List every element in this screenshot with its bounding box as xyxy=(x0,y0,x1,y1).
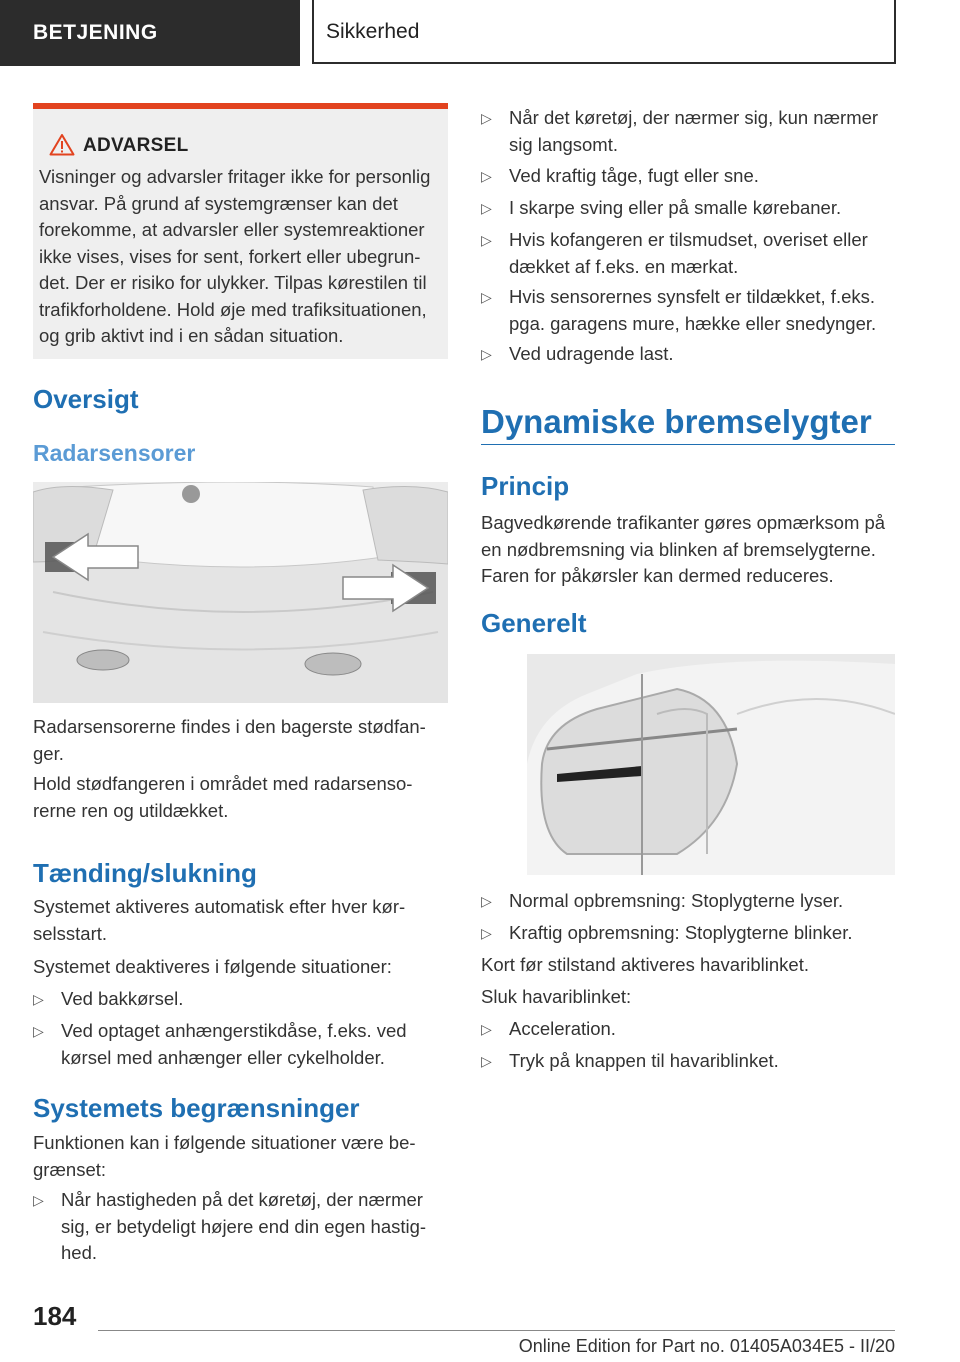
paragraph-radar-location: Radarsensorerne findes i den bagerste stødfan-ger. xyxy=(33,716,426,764)
warning-box xyxy=(33,103,448,359)
list-item-text: Ved optaget anhængerstikdåse, f.eks. ved kørsel med anhænger eller cykelholder. xyxy=(61,1020,407,1068)
triangle-bullet-icon: ▷ xyxy=(481,168,492,184)
list-item-text: Ved udragende last. xyxy=(509,343,674,364)
list-item-text: Når hastigheden på det køretøj, der nærmer sig, er betydeligt højere end din egen hastig-hed. xyxy=(61,1189,427,1263)
triangle-bullet-icon: ▷ xyxy=(481,346,492,362)
heading-princip: Princip xyxy=(481,471,570,501)
list-item-text: Tryk på knappen til havariblinket. xyxy=(509,1050,779,1071)
list-item xyxy=(481,920,895,947)
list-item xyxy=(33,1187,448,1267)
list-item-text: Acceleration. xyxy=(509,1018,616,1039)
paragraph-deactivation: Systemet deaktiveres i følgende situationer: xyxy=(33,956,392,977)
list-item xyxy=(481,163,895,190)
paragraph-limitations: Funktionen kan i følgende situationer være be-grænset: xyxy=(33,1132,416,1180)
list-item xyxy=(481,105,895,158)
triangle-bullet-icon: ▷ xyxy=(33,1192,44,1208)
paragraph-principle: Bagvedkørende trafikanter gøres opmærksom på en nødbremsning via blinken af bremselygterne. Faren for påkørsler kan dermed reduceres. xyxy=(481,512,886,586)
warning-triangle-icon xyxy=(49,133,75,156)
car-rear-illustration xyxy=(33,482,448,703)
list-item xyxy=(481,888,895,915)
heading-taending: Tænding/slukning xyxy=(33,858,257,888)
footer-edition: Online Edition for Part no. 01405A034E5 - II/20 xyxy=(518,1336,895,1356)
warning-title-text: ADVARSEL xyxy=(83,135,189,156)
footer-rule xyxy=(98,1330,895,1331)
list-item-text: Ved kraftig tåge, fugt eller sne. xyxy=(509,165,759,186)
heading-underline xyxy=(481,444,895,445)
paragraph-radar-clean: Hold stødfangeren i området med radarsenso-rerne ren og utildækket. xyxy=(33,773,413,821)
triangle-bullet-icon: ▷ xyxy=(33,991,44,1007)
tail-light-illustration xyxy=(527,654,895,875)
list-item-text: Hvis kofangeren er tilsmudset, overiset eller dækket af f.eks. en mærkat. xyxy=(509,229,868,277)
list-item-text: I skarpe sving eller på smalle kørebaner. xyxy=(509,197,842,218)
paragraph-hazard-off: Sluk havariblinket: xyxy=(481,986,632,1007)
triangle-bullet-icon: ▷ xyxy=(481,1053,492,1069)
heading-generelt: Generelt xyxy=(481,608,587,638)
list-item-text: Normal opbremsning: Stoplygterne lyser. xyxy=(509,890,844,911)
list-item xyxy=(481,341,895,368)
chapter-label: Sikkerhed xyxy=(312,0,896,64)
triangle-bullet-icon: ▷ xyxy=(481,289,492,305)
list-item-text: Kraftig opbremsning: Stoplygterne blinker. xyxy=(509,922,853,943)
page-header xyxy=(0,0,960,66)
list-item-text: Ved bakkørsel. xyxy=(61,988,184,1009)
heading-dynamiske-bremselygter: Dynamiske bremselygter xyxy=(481,403,872,440)
triangle-bullet-icon: ▷ xyxy=(33,1023,44,1039)
list-item xyxy=(481,1016,895,1043)
triangle-bullet-icon: ▷ xyxy=(481,893,492,909)
list-item xyxy=(481,227,895,280)
list-item xyxy=(33,1018,448,1071)
heading-radarsensorer: Radarsensorer xyxy=(33,440,196,466)
warning-text: Visninger og advarsler fritager ikke for personlig ansvar. På grund af systemgrænser kan det forekomme, at advarsler eller systemreaktioner ikke vises, vises for sent, forkert eller ubegrun-det. Der er risiko for ulykker. Tilpas kørestilen til trafikforholdene. Hold øje med trafiksituationen, og grib aktivt ind i en sådan situation. xyxy=(39,166,431,346)
list-item-text: Når det køretøj, der nærmer sig, kun nærmer sig langsomt. xyxy=(509,107,879,155)
radar-sensor-image xyxy=(33,482,448,703)
list-item xyxy=(481,1048,895,1075)
triangle-bullet-icon: ▷ xyxy=(481,925,492,941)
paragraph-hazard-auto: Kort før stilstand aktiveres havariblinket. xyxy=(481,954,809,975)
list-item xyxy=(481,284,895,337)
paragraph-auto-activation: Systemet aktiveres automatisk efter hver kør-selsstart. xyxy=(33,896,406,944)
brake-light-image xyxy=(527,654,895,875)
list-item-text: Hvis sensorernes synsfelt er tildækket, f.eks. pga. garagens mure, hække eller snedynger. xyxy=(509,286,877,334)
heading-begraensninger: Systemets begrænsninger xyxy=(33,1093,360,1123)
warning-title xyxy=(83,135,440,157)
triangle-bullet-icon: ▷ xyxy=(481,1021,492,1037)
triangle-bullet-icon: ▷ xyxy=(481,110,492,126)
section-label: BETJENING xyxy=(0,0,300,66)
page-number: 184 xyxy=(33,1301,77,1331)
heading-oversigt: Oversigt xyxy=(33,384,139,414)
list-item xyxy=(481,195,895,222)
triangle-bullet-icon: ▷ xyxy=(481,200,492,216)
list-item xyxy=(33,986,448,1013)
triangle-bullet-icon: ▷ xyxy=(481,232,492,248)
